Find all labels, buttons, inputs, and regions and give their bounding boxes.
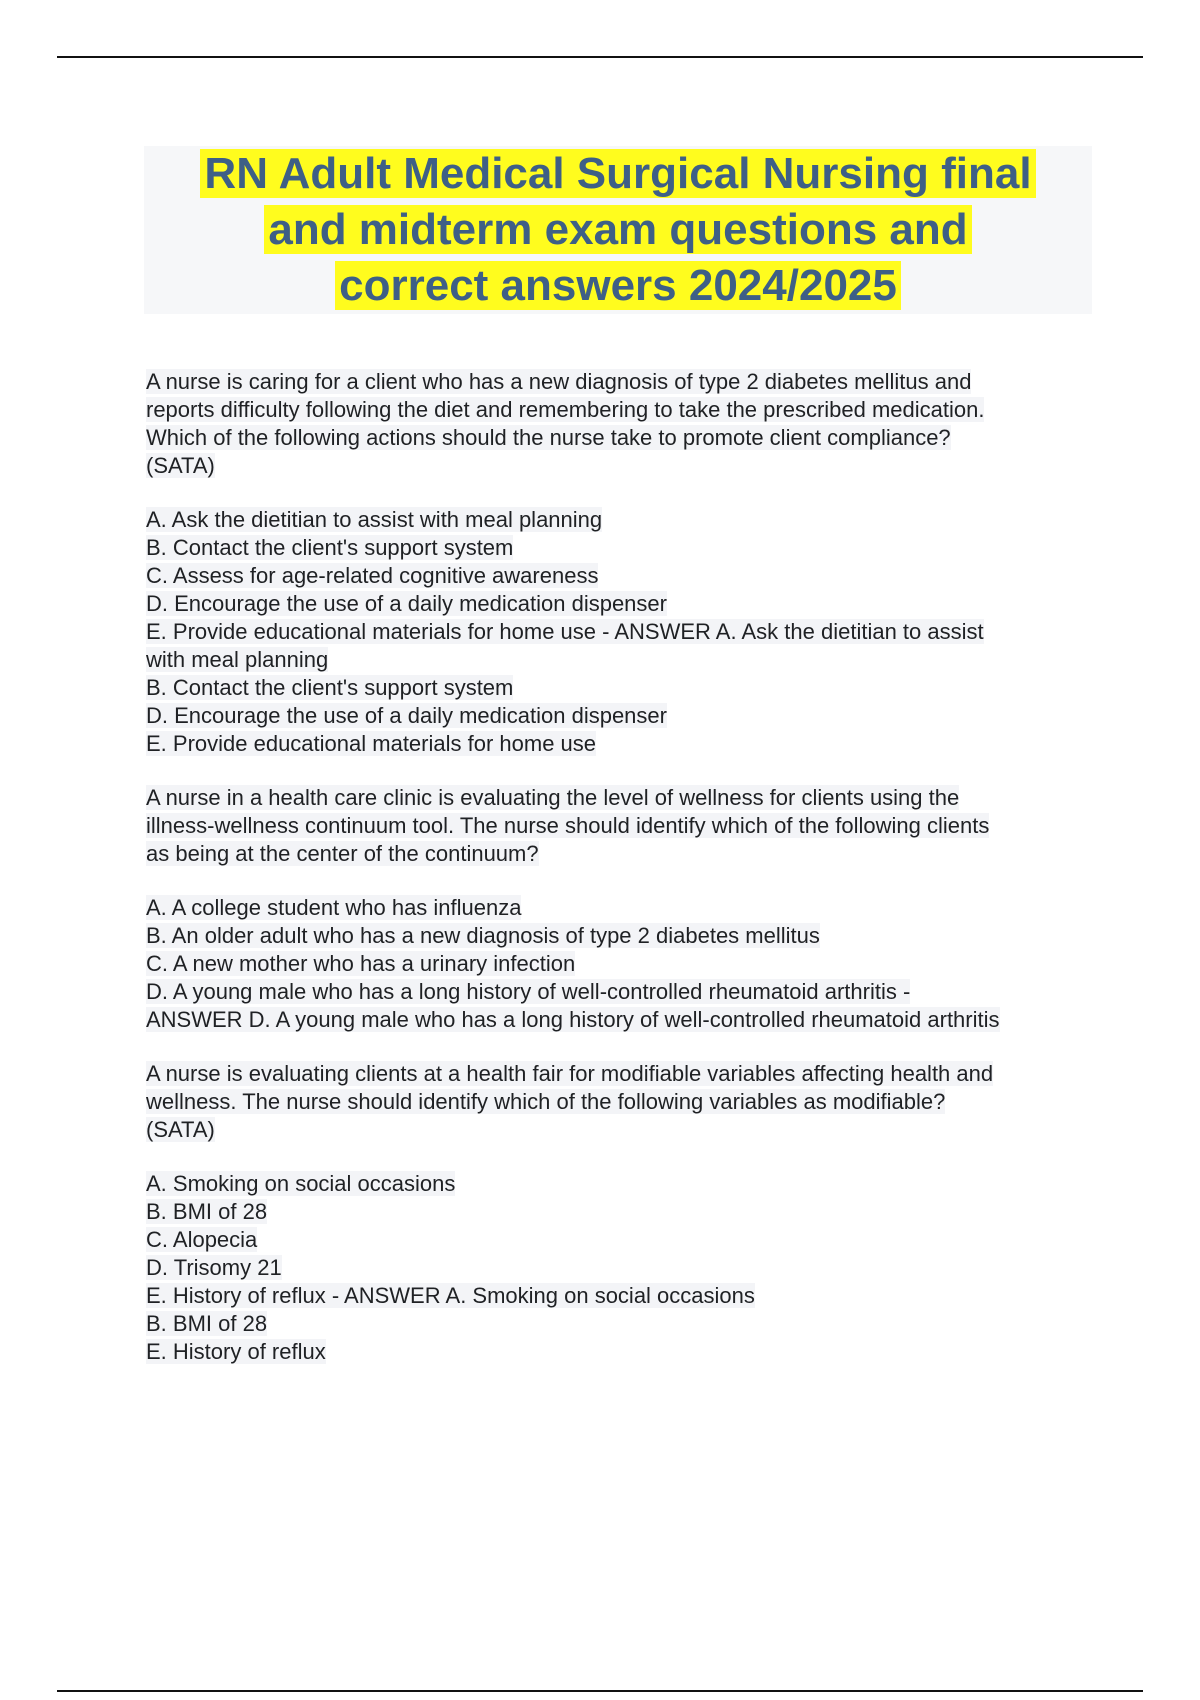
question-text-line: wellness. The nurse should identify which of the following variables as modifiable?	[146, 1089, 946, 1114]
question-text-line: as being at the center of the continuum?	[146, 841, 539, 866]
option-line: E. History of reflux - ANSWER A. Smoking on social occasions	[146, 1283, 755, 1308]
answer-line: B. BMI of 28	[146, 1311, 268, 1336]
option-line: E. Provide educational materials for home use - ANSWER A. Ask the dietitian to assist	[146, 619, 984, 644]
title-line-2: and midterm exam questions and	[264, 205, 971, 254]
option-line: B. BMI of 28	[146, 1199, 268, 1224]
question-text-line: (SATA)	[146, 453, 215, 478]
option-line: B. An older adult who has a new diagnosis of type 2 diabetes mellitus	[146, 923, 820, 948]
title-line-1: RN Adult Medical Surgical Nursing final	[200, 149, 1035, 198]
document-title	[144, 146, 1092, 314]
question-text-line: (SATA)	[146, 1117, 215, 1142]
option-line: D. Trisomy 21	[146, 1255, 282, 1280]
answer-line: with meal planning	[146, 647, 329, 672]
question-2-options-and-answer	[146, 894, 1106, 1034]
option-line: A. Ask the dietitian to assist with meal planning	[146, 507, 603, 532]
option-line: B. Contact the client's support system	[146, 535, 514, 560]
question-text-line: illness-wellness continuum tool. The nurse should identify which of the following clients	[146, 813, 990, 838]
question-1-options-and-answer	[146, 506, 1106, 758]
question-2-stem	[146, 784, 1106, 868]
question-2	[146, 784, 1106, 1034]
answer-line: E. History of reflux	[146, 1339, 326, 1364]
option-line: A. Smoking on social occasions	[146, 1171, 456, 1196]
question-text-line: A nurse is evaluating clients at a health fair for modifiable variables affecting health and	[146, 1061, 994, 1086]
question-text-line: A nurse is caring for a client who has a new diagnosis of type 2 diabetes mellitus and	[146, 369, 972, 394]
answer-line: E. Provide educational materials for home use	[146, 731, 597, 756]
bottom-rule	[57, 1690, 1143, 1692]
answer-line: D. Encourage the use of a daily medication dispenser	[146, 703, 667, 728]
option-line: C. A new mother who has a urinary infection	[146, 951, 576, 976]
question-3	[146, 1060, 1106, 1366]
option-line: D. Encourage the use of a daily medication dispenser	[146, 591, 667, 616]
question-1-stem	[146, 368, 1106, 480]
question-1	[146, 368, 1106, 758]
option-line: C. Alopecia	[146, 1227, 258, 1252]
option-line: C. Assess for age-related cognitive awareness	[146, 563, 599, 588]
top-rule	[57, 56, 1143, 58]
option-line: A. A college student who has influenza	[146, 895, 522, 920]
question-3-stem	[146, 1060, 1106, 1144]
question-text-line: reports difficulty following the diet and remembering to take the prescribed medication.	[146, 397, 985, 422]
question-3-options-and-answer	[146, 1170, 1106, 1366]
question-text-line: A nurse in a health care clinic is evaluating the level of wellness for clients using the	[146, 785, 960, 810]
option-line: D. A young male who has a long history of well-controlled rheumatoid arthritis -	[146, 979, 911, 1004]
document-body	[146, 368, 1106, 1366]
question-text-line: Which of the following actions should the nurse take to promote client compliance?	[146, 425, 951, 450]
answer-line: ANSWER D. A young male who has a long history of well-controlled rheumatoid arthritis	[146, 1007, 1000, 1032]
answer-line: B. Contact the client's support system	[146, 675, 514, 700]
title-line-3: correct answers 2024/2025	[335, 261, 901, 310]
